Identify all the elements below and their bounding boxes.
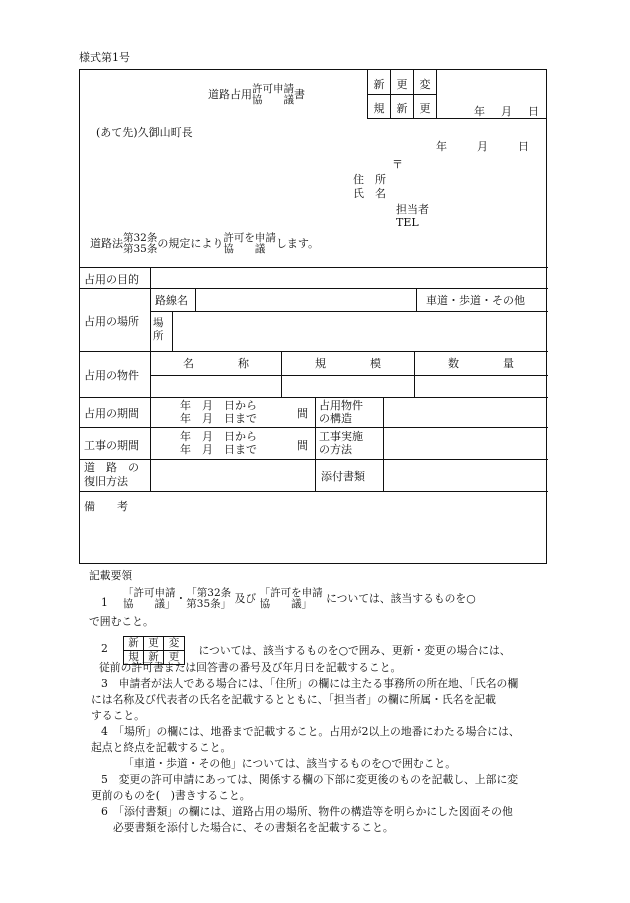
note-4-number: 4 bbox=[101, 725, 108, 738]
structure-label-upper-text: 占用物件 bbox=[319, 399, 363, 412]
note-3-line-1: 申請者が法人である場合には、「住所」の欄には主たる事務所の所在地、「氏名の欄 bbox=[118, 677, 519, 690]
type-box-icon bbox=[123, 636, 185, 665]
note-6-number: 6 bbox=[101, 805, 108, 818]
structure-label-lower: の構造 bbox=[319, 412, 352, 425]
construction-period-range bbox=[180, 430, 257, 456]
road-part-options: 車道・歩道・その他 bbox=[426, 294, 525, 307]
note-2-line bbox=[123, 636, 511, 665]
application-date bbox=[436, 138, 529, 154]
note-2-box-new-top: 新 bbox=[124, 637, 144, 651]
note-2-text2: 従前の許可書または回答書の番号及び年月日を記載すること。 bbox=[99, 661, 402, 674]
type-change-bottom: 更 bbox=[419, 102, 431, 115]
structure-label-upper bbox=[319, 399, 379, 412]
note-4 bbox=[101, 724, 549, 740]
column-quantity: 数 量 bbox=[448, 357, 514, 370]
title-option-upper: 許可申請 bbox=[252, 83, 294, 95]
title-option-lower: 協 議 bbox=[252, 94, 294, 106]
tel-label: TEL bbox=[396, 216, 419, 229]
note-1-option-1-lower: 協 議」 bbox=[123, 598, 176, 610]
remarks-label: 備 考 bbox=[84, 500, 128, 513]
occupancy-period-from: 年 月 日から bbox=[180, 399, 257, 412]
type-change-top: 変 bbox=[419, 78, 431, 91]
restoration-label bbox=[84, 461, 139, 489]
application-form bbox=[79, 69, 547, 564]
header-date bbox=[474, 103, 539, 119]
address-label: 住 所 bbox=[353, 173, 386, 186]
method-label-lower: の方法 bbox=[319, 443, 352, 456]
note-1-option-2 bbox=[186, 588, 231, 610]
note-2-box-change-bottom: 更 bbox=[168, 651, 180, 663]
note-5-number: 5 bbox=[101, 773, 108, 786]
action-options bbox=[223, 233, 276, 255]
note-4-line-1: 「場所」の欄には、地番まで記載すること。占用が2以上の地番にわたる場合には、 bbox=[118, 725, 520, 738]
restoration-label-lower: 復旧方法 bbox=[84, 475, 128, 488]
type-renew-bottom: 新 bbox=[396, 102, 408, 115]
action-option-upper: 許可を申請 bbox=[223, 232, 276, 244]
note-3 bbox=[101, 676, 549, 692]
location-label: 占用の場所 bbox=[84, 315, 139, 328]
form-title bbox=[208, 84, 305, 106]
article-option-upper: 第32条 bbox=[123, 232, 158, 244]
title-options bbox=[252, 84, 294, 106]
note-1-text: については、該当するものを○ bbox=[326, 592, 476, 605]
application-date-day: 日 bbox=[518, 140, 529, 153]
structure-label bbox=[319, 399, 379, 425]
note-2-box-change-top: 変 bbox=[164, 637, 184, 651]
type-new-bottom: 規 bbox=[373, 102, 385, 115]
notes-heading: 記載要領 bbox=[89, 569, 133, 582]
occupancy-period-label: 占用の期間 bbox=[84, 407, 139, 420]
note-6-line-1: 「添付書類」の欄には、道路占用の場所、物件の構造等を明らかにした図面その他 bbox=[118, 805, 513, 818]
note-5 bbox=[101, 772, 549, 788]
type-new-top: 新 bbox=[373, 78, 385, 91]
column-name: 名 称 bbox=[183, 357, 249, 370]
note-1-option-3-upper: 「許可を申請 bbox=[259, 587, 323, 599]
objects-label: 占用の物件 bbox=[84, 369, 139, 382]
note-2-number: 2 bbox=[101, 642, 108, 655]
title-prefix: 道路占用 bbox=[208, 88, 252, 101]
note-3-number: 3 bbox=[101, 677, 108, 690]
application-date-month: 月 bbox=[477, 140, 488, 153]
statement-suffix: します。 bbox=[275, 237, 319, 250]
type-renew-top: 更 bbox=[396, 78, 408, 91]
method-label-upper: 工事実施 bbox=[319, 430, 363, 443]
note-4-line-2: 起点と終点を記載すること。 bbox=[91, 741, 232, 754]
column-scale: 規 模 bbox=[315, 357, 381, 370]
construction-period-from: 年 月 日から bbox=[180, 430, 257, 443]
statement-prefix: 道路法 bbox=[90, 237, 123, 250]
note-2-box-renew-bottom: 新 bbox=[144, 651, 164, 664]
note-1-number: 1 bbox=[101, 596, 108, 609]
note-1-option-3 bbox=[260, 588, 323, 610]
occupancy-period-range bbox=[180, 399, 257, 425]
addressee: (あて先)久御山町長 bbox=[96, 126, 193, 139]
note-6-line-2: 必要書類を添付した場合に、その書類名を記載すること。 bbox=[113, 821, 394, 834]
construction-period-mark: 間 bbox=[297, 439, 308, 452]
notes-section bbox=[79, 568, 549, 836]
note-1-line bbox=[123, 588, 476, 610]
action-option-lower: 協 議 bbox=[223, 243, 266, 255]
note-2-box-renew-top: 更 bbox=[144, 637, 164, 651]
place-label: 場所 bbox=[153, 317, 164, 342]
note-1 bbox=[79, 588, 549, 614]
note-1-option-1 bbox=[123, 588, 176, 610]
article-option-lower: 第35条 bbox=[123, 243, 158, 255]
statement-middle: の規定により bbox=[157, 237, 224, 250]
construction-period-label: 工事の期間 bbox=[84, 439, 139, 452]
title-suffix: 書 bbox=[294, 88, 305, 101]
occupancy-period-to: 年 月 日まで bbox=[180, 412, 257, 425]
note-1-text2: で囲むこと。 bbox=[89, 615, 154, 628]
article-options bbox=[123, 233, 157, 255]
header-date-day: 日 bbox=[528, 105, 539, 118]
method-label bbox=[319, 430, 363, 456]
note-1-and: 及び bbox=[234, 592, 257, 605]
note-1-dot: ・ bbox=[175, 592, 187, 605]
note-1-option-3-lower: 協 議」 bbox=[259, 598, 313, 610]
restoration-label-upper: 道 路 の bbox=[84, 461, 139, 474]
note-1-option-1-upper: 「許可申請 bbox=[123, 587, 176, 599]
route-name-label: 路線名 bbox=[155, 294, 188, 307]
note-6 bbox=[101, 804, 549, 820]
construction-period-to: 年 月 日まで bbox=[180, 443, 257, 456]
occupancy-period-mark: 間 bbox=[297, 407, 308, 420]
header-date-month: 月 bbox=[501, 105, 512, 118]
note-2-box-new-bottom: 規 bbox=[124, 651, 144, 664]
attachments-label: 添付書類 bbox=[321, 470, 365, 483]
form-number: 様式第1号 bbox=[79, 51, 130, 64]
application-date-year: 年 bbox=[436, 140, 447, 153]
note-1-option-2-upper: 「第32条 bbox=[186, 587, 232, 599]
note-5-line-2: 更前のものを( )書きすること。 bbox=[91, 789, 251, 802]
note-2-text: については、該当するものを○で囲み、更新・変更の場合には、 bbox=[198, 643, 511, 657]
note-4-line-3: 「車道・歩道・その他」については、該当するものを○で囲むこと。 bbox=[123, 757, 457, 770]
contact-label: 担当者 bbox=[396, 203, 429, 216]
header-date-year: 年 bbox=[474, 105, 485, 118]
note-1-option-2-lower: 第35条」 bbox=[186, 598, 232, 610]
note-3-line-3: すること。 bbox=[91, 709, 145, 722]
statement bbox=[90, 233, 319, 255]
note-5-line-1: 変更の許可申請にあっては、関係する欄の下部に変更後のものを記載し、上部に変 bbox=[118, 773, 519, 786]
purpose-label: 占用の目的 bbox=[84, 273, 139, 286]
note-2 bbox=[79, 636, 549, 663]
postal-mark: 〒 bbox=[392, 158, 403, 171]
note-3-line-2: には名称及び代表者の氏名を記載するとともに、「担当者」の欄に所属・氏名を記載 bbox=[91, 693, 496, 706]
name-label: 氏 名 bbox=[353, 187, 386, 200]
